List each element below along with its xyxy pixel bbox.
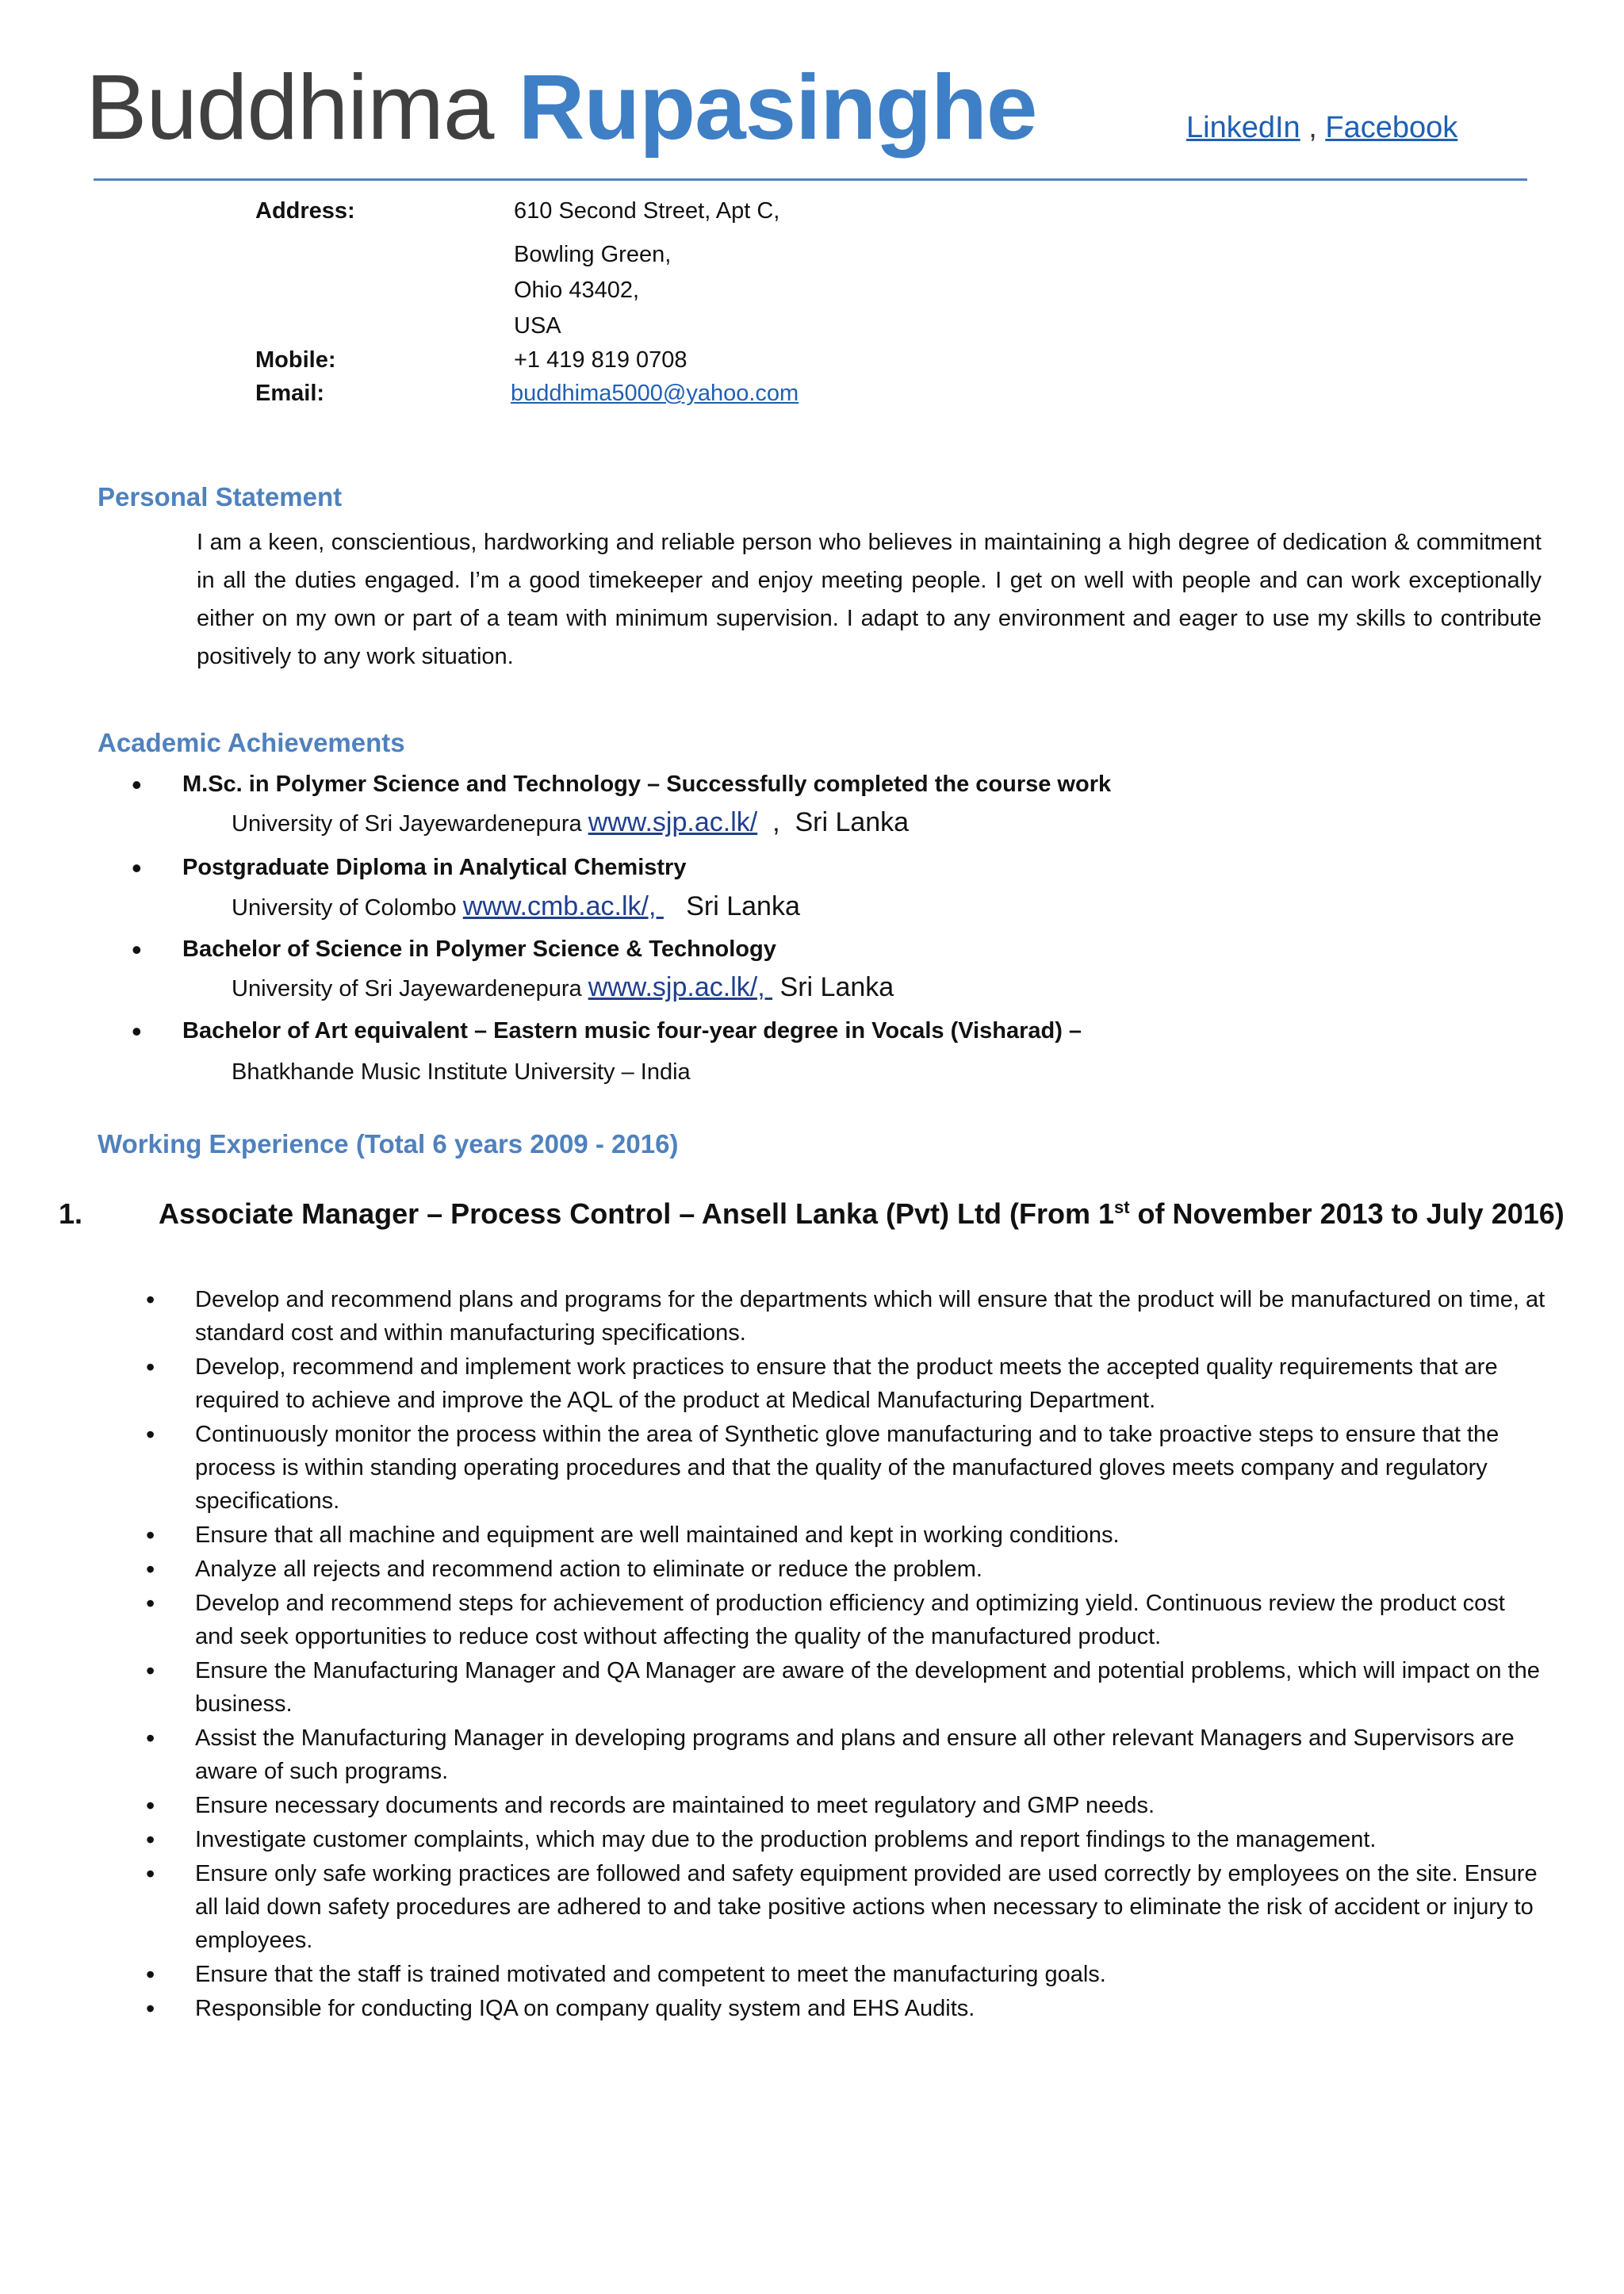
duty-text: Analyze all rejects and recommend action to eliminate or reduce the problem. <box>195 1557 982 1582</box>
degree-institution-line <box>232 891 800 922</box>
list-item <box>143 1857 1546 1957</box>
degree-title: Postgraduate Diploma in Analytical Chemistry <box>182 855 687 880</box>
duty-text: Ensure necessary documents and records are maintained to meet regulatory and GMP needs. <box>195 1793 1155 1818</box>
list-item <box>143 1823 1546 1856</box>
job-title <box>159 1197 1565 1231</box>
degree-title: M.Sc. in Polymer Science and Technology – Successfully completed the course work <box>182 772 1112 797</box>
list-item <box>143 1958 1546 1991</box>
personal-statement-heading: Personal Statement <box>98 482 343 511</box>
duty-text: Develop and recommend steps for achievement of production efficiency and optimizing yield. Continuous review the product cost and seek opportunities to reduce cost without affecting the quality of the manufactured product. <box>195 1591 1505 1649</box>
address-line-3: Ohio 43402, <box>514 278 640 303</box>
job-duties-list <box>143 1283 1546 2026</box>
duty-text: Ensure that the staff is trained motivated and competent to meet the manufacturing goals. <box>195 1962 1106 1987</box>
bullet-icon: • <box>146 1285 155 1314</box>
institution-separator: , <box>757 807 795 837</box>
duty-text: Ensure only safe working practices are followed and safety equipment provided are used correctly by employees on the site. Ensure all laid down safety procedures are adhered to and take positive actions when necessary to eliminate the risk of accident or injury to employees. <box>195 1861 1538 1953</box>
duty-text: Develop and recommend plans and programs for the departments which will ensure that the product will be manufactured on time, at standard cost and within manufacturing specifications. <box>195 1287 1545 1346</box>
bullet-icon: • <box>146 1589 155 1618</box>
facebook-link[interactable]: Facebook <box>1325 111 1458 144</box>
list-item <box>143 1587 1546 1653</box>
list-item <box>143 1283 1546 1350</box>
bullet-icon: • <box>146 1825 155 1854</box>
list-item <box>143 1418 1546 1518</box>
bullet-icon: • <box>146 1521 155 1549</box>
bullet-icon: • <box>132 933 142 966</box>
institution-country: Sri Lanka <box>686 891 800 921</box>
duty-text: Ensure the Manufacturing Manager and QA Manager are aware of the development and potential problems, which will impact on the business. <box>195 1658 1540 1717</box>
institution-separator <box>772 972 779 1002</box>
address-line-1: 610 Second Street, Apt C, <box>514 198 780 224</box>
list-item <box>143 1350 1546 1417</box>
bullet-icon: • <box>146 1420 155 1449</box>
candidate-name <box>86 56 1036 159</box>
experience-heading: Working Experience (Total 6 years 2009 - 2016) <box>98 1129 679 1158</box>
list-item <box>143 1518 1546 1552</box>
duty-text: Continuously monitor the process within the area of Synthetic glove manufacturing and to take proactive steps to ensure that the process is within standing operating procedures and that the quality of the manufactured gloves meets company and regulatory specifications. <box>195 1422 1500 1514</box>
address-line-4: USA <box>514 313 561 339</box>
list-item <box>143 1553 1546 1586</box>
duty-text: Investigate customer complaints, which may due to the production problems and report findings to the management. <box>195 1827 1377 1852</box>
list-item <box>143 1789 1546 1822</box>
institution-url-link[interactable]: www.sjp.ac.lk/, <box>588 972 773 1002</box>
bullet-icon: • <box>146 1994 155 2023</box>
bullet-icon: • <box>146 1353 155 1381</box>
institution-name: University of Sri Jayewardenepura <box>232 811 588 837</box>
bullet-icon: • <box>146 1859 155 1888</box>
social-separator: , <box>1300 111 1326 144</box>
email-label: Email: <box>255 381 325 406</box>
job-title-main: Associate Manager – Process Control – Ansell Lanka (Pvt) Ltd (From 1 <box>159 1197 1114 1230</box>
last-name: Rupasinghe <box>518 56 1037 159</box>
institution-url-link[interactable]: www.cmb.ac.lk/, <box>462 891 664 921</box>
degree-institution-line <box>232 807 909 838</box>
email-link[interactable]: buddhima5000@yahoo.com <box>511 381 799 406</box>
bullet-icon: • <box>146 1791 155 1820</box>
list-item <box>143 1654 1546 1721</box>
duty-text: Develop, recommend and implement work practices to ensure that the product meets the accepted quality requirements that are required to achieve and improve the AQL of the product at Medical Manufacturing Department. <box>195 1354 1498 1413</box>
institution-url-link[interactable]: www.sjp.ac.lk/ <box>588 807 758 837</box>
bullet-icon: • <box>132 768 142 801</box>
bullet-icon: • <box>132 852 142 884</box>
address-line-2: Bowling Green, <box>514 242 672 267</box>
header-divider <box>94 178 1527 181</box>
duty-text: Responsible for conducting IQA on company quality system and EHS Audits. <box>195 1996 975 2021</box>
institution-country: Sri Lanka <box>779 972 894 1002</box>
duty-text: Ensure that all machine and equipment are well maintained and kept in working conditions. <box>195 1522 1120 1548</box>
institution-country: Sri Lanka <box>795 807 910 837</box>
linkedin-link[interactable]: LinkedIn <box>1186 111 1300 144</box>
degree-institution-line <box>232 972 894 1003</box>
institution-name: University of Sri Jayewardenepura <box>232 976 588 1001</box>
bullet-icon: • <box>146 1960 155 1989</box>
institution-name: University of Colombo <box>232 895 463 921</box>
bullet-icon: • <box>132 1015 142 1047</box>
job-title-dates: of November 2013 to July 2016) <box>1129 1197 1565 1230</box>
mobile-label: Mobile: <box>255 347 336 373</box>
degree-title: Bachelor of Art equivalent – Eastern music four-year degree in Vocals (Visharad) – <box>182 1018 1082 1044</box>
mobile-number: +1 419 819 0708 <box>514 347 688 373</box>
social-links <box>1186 111 1457 145</box>
degree-title: Bachelor of Science in Polymer Science & Technology <box>182 936 776 962</box>
bullet-icon: • <box>146 1555 155 1584</box>
list-item <box>143 1721 1546 1788</box>
institution-name: Bhatkhande Music Institute University – India <box>232 1059 691 1085</box>
bullet-icon: • <box>146 1724 155 1752</box>
academic-heading: Academic Achievements <box>98 728 405 757</box>
job-number: 1. <box>59 1197 83 1230</box>
duty-text: Assist the Manufacturing Manager in developing programs and plans and ensure all other relevant Managers and Supervisors are aware of such programs. <box>195 1725 1515 1784</box>
first-name: Buddhima <box>86 56 494 159</box>
address-label: Address: <box>255 198 355 224</box>
personal-statement-text: I am a keen, conscientious, hardworking and reliable person who believes in maintaining a high degree of dedication & commitment in all the duties engaged. I’m a good timekeeper and enjoy meeting people. I get on well with people and can work exceptionally either on my own or part of a team with minimum supervision. I adapt to any environment and eager to use my skills to contribute positively to any work situation. <box>197 530 1542 669</box>
list-item <box>143 1992 1546 2025</box>
bullet-icon: • <box>146 1656 155 1685</box>
job-title-superscript: st <box>1113 1197 1130 1217</box>
institution-separator <box>664 891 686 921</box>
